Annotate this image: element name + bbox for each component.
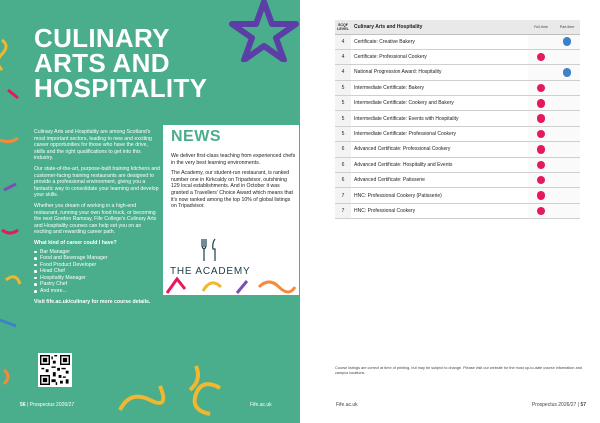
part-time-cell xyxy=(554,49,580,64)
part-time-cell xyxy=(554,80,580,95)
full-time-dot-icon xyxy=(537,191,546,200)
table-row xyxy=(335,157,580,172)
visit-link-text[interactable]: Visit fife.ac.uk/culinary for more course details. xyxy=(34,298,151,305)
title-line-1: CULINARY xyxy=(34,23,170,53)
course-name[interactable]: Intermediate Certificate: Bakery xyxy=(351,80,528,95)
table-row xyxy=(335,80,580,95)
full-time-dot-icon xyxy=(537,114,546,123)
full-time-cell xyxy=(528,111,554,126)
course-name[interactable]: Certificate: Professional Cookery xyxy=(351,49,528,64)
part-time-cell xyxy=(554,65,580,80)
row-level: 5 xyxy=(335,126,351,141)
left-page-number: 56 xyxy=(20,402,26,408)
row-level: 4 xyxy=(335,34,351,49)
header-title: Culinary Arts and Hospitality xyxy=(351,20,528,34)
career-item: Pastry Chef xyxy=(34,281,160,288)
title-line-2: ARTS AND xyxy=(34,48,170,78)
fork-knife-icon xyxy=(199,237,221,263)
table-header-row xyxy=(335,20,580,34)
star-shape xyxy=(228,0,300,62)
news-paragraph-2: The Academy, our student-run restaurant, is ranked number one in Kirkcaldy on Tripadvisor, outshining 129 local establishments. And in October it was granted a Travellers' Choice Award which means that it's now ranked among the top 10% of global listings on Tripadvisor. xyxy=(171,170,293,210)
part-time-cell xyxy=(554,142,580,157)
header-level: SCQF LEVEL xyxy=(335,20,351,34)
row-level: 6 xyxy=(335,142,351,157)
full-time-cell xyxy=(528,34,554,49)
course-name[interactable]: Intermediate Certificate: Cookery and Bakery xyxy=(351,96,528,111)
row-level: 7 xyxy=(335,203,351,218)
news-paragraph-1: We deliver first-class teaching from experienced chefs in the very best learning environments. xyxy=(171,153,296,166)
career-item: Food Product Developer xyxy=(34,262,160,269)
part-time-cell xyxy=(554,111,580,126)
full-time-dot-icon xyxy=(537,53,546,62)
qr-code[interactable] xyxy=(38,353,72,387)
right-page-number: 57 xyxy=(580,402,586,408)
news-body xyxy=(171,153,296,214)
career-item: Head Chef xyxy=(34,268,160,275)
course-name[interactable]: HNC: Professional Cookery xyxy=(351,203,528,218)
header-part-time: Part-time xyxy=(554,20,580,34)
table-row xyxy=(335,173,580,188)
header-full-time: Full-time xyxy=(528,20,554,34)
part-time-dot-icon xyxy=(563,68,572,77)
decorative-squiggles-bottom xyxy=(100,330,260,420)
full-time-cell xyxy=(528,65,554,80)
left-footer-url[interactable]: Fife.ac.uk xyxy=(250,402,272,408)
table-row xyxy=(335,188,580,203)
table-row xyxy=(335,96,580,111)
footer-separator: | xyxy=(577,402,581,408)
part-time-cell xyxy=(554,34,580,49)
table-row xyxy=(335,203,580,218)
course-name[interactable]: Intermediate Certificate: Professional Cookery xyxy=(351,126,528,141)
full-time-dot-icon xyxy=(537,207,546,216)
news-title: NEWS xyxy=(171,128,221,145)
full-time-dot-icon xyxy=(537,176,546,185)
table-row xyxy=(335,111,580,126)
career-item: Bar Manager xyxy=(34,249,160,256)
row-level: 4 xyxy=(335,65,351,80)
academy-logo-text: THE ACADEMY xyxy=(170,266,251,277)
full-time-dot-icon xyxy=(537,145,546,154)
row-level: 5 xyxy=(335,80,351,95)
intro-paragraph-1: Culinary Arts and Hospitality are among Scotland's most important sectors, leading to new and exciting career opportunities for those who have the drive, skills and the right qualifications to get into this industry. xyxy=(34,129,152,162)
decorative-squiggles-left-edge xyxy=(0,0,30,423)
part-time-cell xyxy=(554,126,580,141)
full-time-dot-icon xyxy=(537,130,546,139)
course-name[interactable]: Advanced Certificate: Hospitality and Events xyxy=(351,157,528,172)
page-title xyxy=(34,23,234,103)
row-level: 7 xyxy=(335,188,351,203)
intro-paragraph-2: Our state-of-the-art, purpose-built training kitchens and customer-facing training restaurants are designed to provide a professional environment, giving you a fantastic way to consolidate your learning and develop your skills. xyxy=(34,165,161,199)
full-time-dot-icon xyxy=(537,161,546,170)
full-time-cell xyxy=(528,157,554,172)
right-page xyxy=(300,0,600,423)
full-time-cell xyxy=(528,49,554,64)
full-time-cell xyxy=(528,142,554,157)
right-footer-url[interactable]: Fife.ac.uk xyxy=(336,402,358,408)
table-row xyxy=(335,142,580,157)
footer-separator: | xyxy=(26,402,30,408)
full-time-dot-icon xyxy=(537,99,546,108)
full-time-cell xyxy=(528,80,554,95)
full-time-cell xyxy=(528,188,554,203)
row-level: 4 xyxy=(335,49,351,64)
full-time-cell xyxy=(528,126,554,141)
full-time-dot-icon xyxy=(537,84,546,93)
part-time-dot-icon xyxy=(563,37,572,46)
course-table xyxy=(335,20,580,219)
title-line-3: HOSPITALITY xyxy=(34,73,208,103)
right-footer-label: Prospectus 2026/27 xyxy=(531,402,577,408)
career-item: Food and Beverage Manager xyxy=(34,255,160,262)
part-time-cell xyxy=(554,203,580,218)
course-name[interactable]: HNC: Professional Cookery (Patisserie) xyxy=(351,188,528,203)
table-row xyxy=(335,65,580,80)
course-name[interactable]: Advanced Certificate: Patisserie xyxy=(351,173,528,188)
row-level: 5 xyxy=(335,96,351,111)
course-rows xyxy=(335,34,580,219)
full-time-cell xyxy=(528,173,554,188)
table-row xyxy=(335,34,580,49)
part-time-cell xyxy=(554,96,580,111)
right-footer xyxy=(532,402,586,408)
course-name[interactable]: Certificate: Creative Bakery xyxy=(351,34,528,49)
full-time-cell xyxy=(528,203,554,218)
row-level: 5 xyxy=(335,111,351,126)
course-name[interactable]: Advanced Certificate: Professional Cookery xyxy=(351,142,528,157)
course-name[interactable]: National Progression Award: Hospitality xyxy=(351,65,528,80)
part-time-cell xyxy=(554,188,580,203)
left-footer xyxy=(20,402,74,408)
part-time-cell xyxy=(554,157,580,172)
career-item: And more... xyxy=(34,288,160,295)
disclaimer: Course listings are correct at time of printing, but may be subject to change. Please visit our website for the most up-to-date course information and campus locations. xyxy=(335,366,582,375)
part-time-cell xyxy=(554,173,580,188)
career-item: Hospitality Manager xyxy=(34,275,160,282)
qr-code-icon xyxy=(40,355,70,385)
table-row xyxy=(335,126,580,141)
left-footer-label: Prospectus 2026/27 xyxy=(29,402,75,408)
full-time-cell xyxy=(528,96,554,111)
row-level: 6 xyxy=(335,157,351,172)
course-name[interactable]: Intermediate Certificate: Events with Hospitality xyxy=(351,111,528,126)
table-row xyxy=(335,49,580,64)
row-level: 6 xyxy=(335,173,351,188)
intro-column xyxy=(34,129,160,309)
intro-paragraph-3: Whether you dream of working in a high-end restaurant, running your own food truck, or becoming the next Gordon Ramsay, Fife College's Culinary Arts and Hospitality courses can help set you on an exciting and rewarding career path. xyxy=(34,202,157,236)
career-list xyxy=(34,249,160,295)
careers-heading: What kind of career could I have? xyxy=(34,239,117,246)
